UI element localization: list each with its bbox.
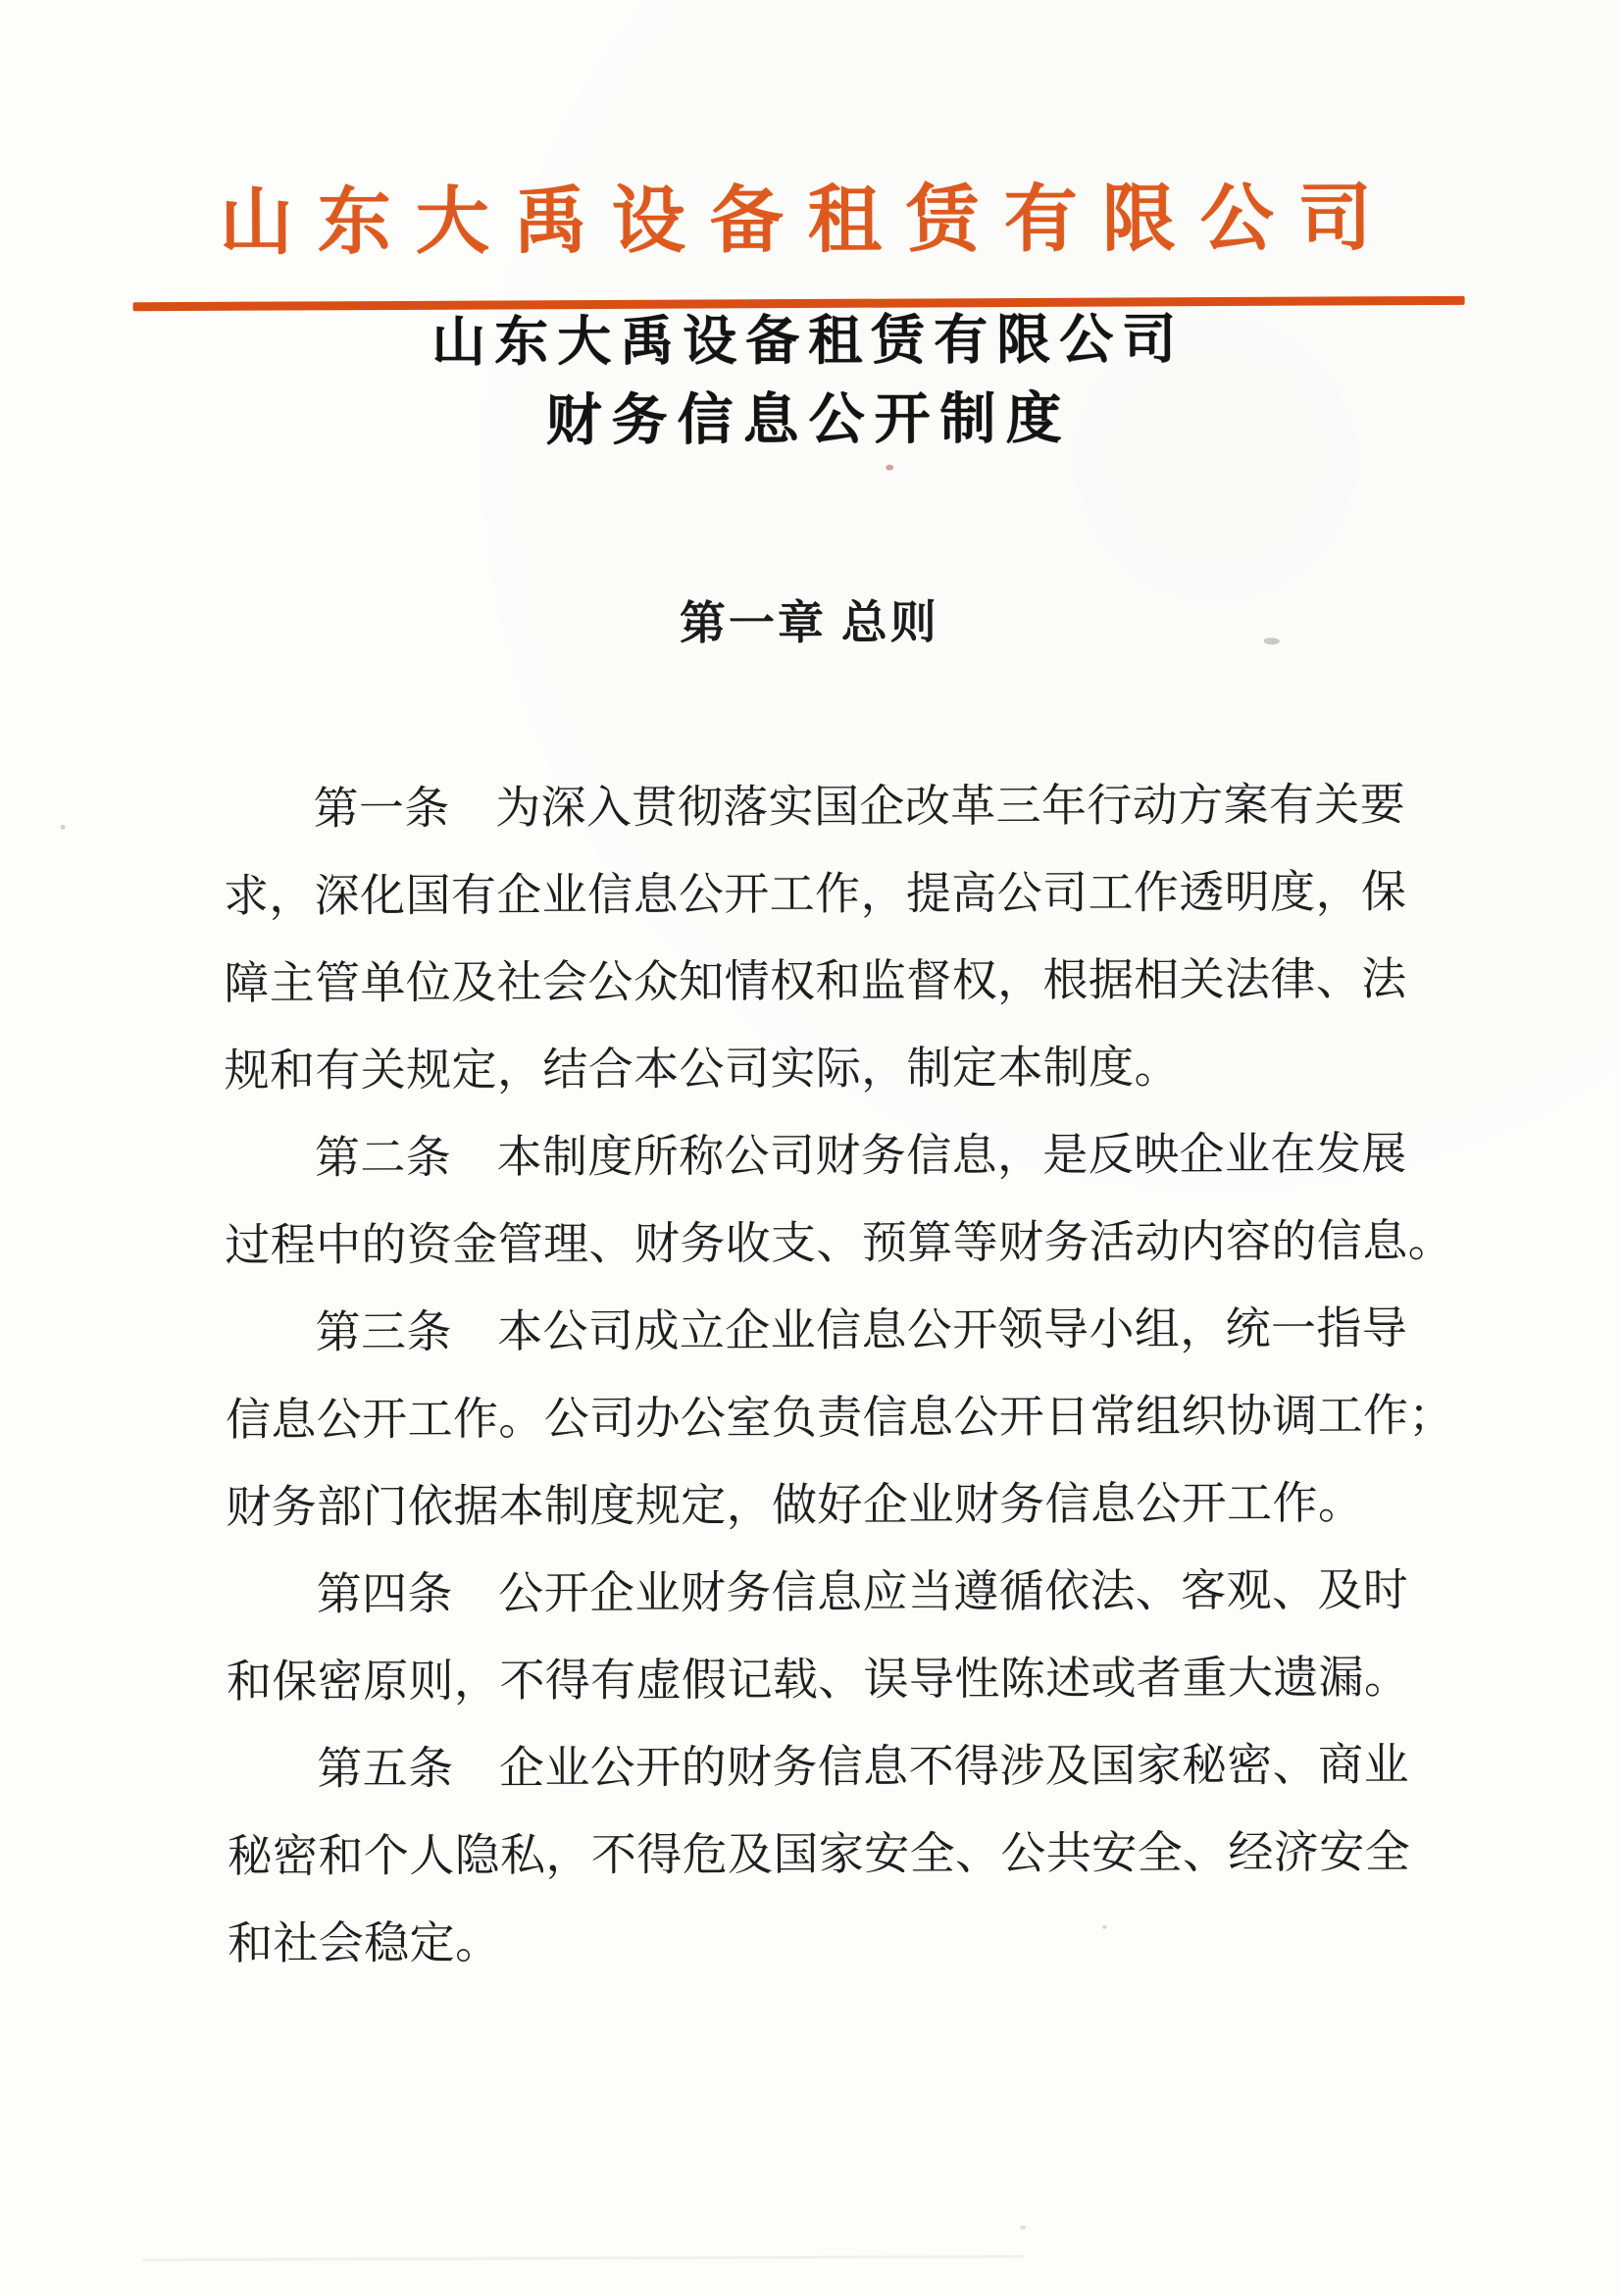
scan-speckle xyxy=(1264,638,1280,644)
body-line: 秘密和个人隐私，不得危及国家安全、公共安全、经济安全 xyxy=(227,1826,1411,1882)
body-line-article3-start: 第三条 本公司成立企业信息公开领导小组，统一指导 xyxy=(315,1302,1408,1357)
body-line: 规和有关规定，结合本公司实际，制定本制度。 xyxy=(224,1042,1181,1097)
document-title-line1: 山东大禹设备租赁有限公司 xyxy=(431,309,1186,373)
body-line: 障主管单位及社会公众知情权和监督权，根据相关法律、法 xyxy=(224,953,1407,1009)
scan-speckle xyxy=(886,465,893,471)
body-line: 和社会稳定。 xyxy=(227,1917,501,1969)
scan-speckle xyxy=(1020,2225,1026,2229)
body-line-article1-start: 第一条 为深入贯彻落实国企改革三年行动方案有关要 xyxy=(313,779,1406,834)
letterhead-rule xyxy=(133,296,1465,311)
body-line: 过程中的资金管理、财务收支、预算等财务活动内容的信息。 xyxy=(225,1215,1454,1271)
document-body xyxy=(223,761,1454,1988)
body-line-article5-start: 第五条 企业公开的财务信息不得涉及国家秘密、商业 xyxy=(317,1739,1410,1794)
body-line: 求，深化国有企业信息公开工作，提高公司工作透明度，保 xyxy=(223,866,1407,922)
body-line: 和保密原则，不得有虚假记载、误导性陈述或者重大遗漏。 xyxy=(226,1652,1410,1708)
chapter-heading: 第一章 总则 xyxy=(679,597,939,650)
body-line-article4-start: 第四条 公开企业财务信息应当遵循依法、客观、及时 xyxy=(316,1564,1409,1619)
body-line-article2-start: 第二条 本制度所称公司财务信息，是反映企业在发展 xyxy=(314,1128,1407,1183)
scan-speckle xyxy=(142,2255,1025,2261)
letterhead-company-name: 山东大禹设备租赁有限公司 xyxy=(219,178,1396,265)
body-line: 财务部门依据本制度规定，做好企业财务信息公开工作。 xyxy=(226,1477,1364,1533)
document-title-line2: 财务信息公开制度 xyxy=(545,387,1072,453)
body-line: 信息公开工作。公司办公室负责信息公开日常组织协调工作； xyxy=(225,1390,1454,1446)
scan-speckle xyxy=(1102,1925,1107,1929)
scan-speckle xyxy=(61,825,66,830)
